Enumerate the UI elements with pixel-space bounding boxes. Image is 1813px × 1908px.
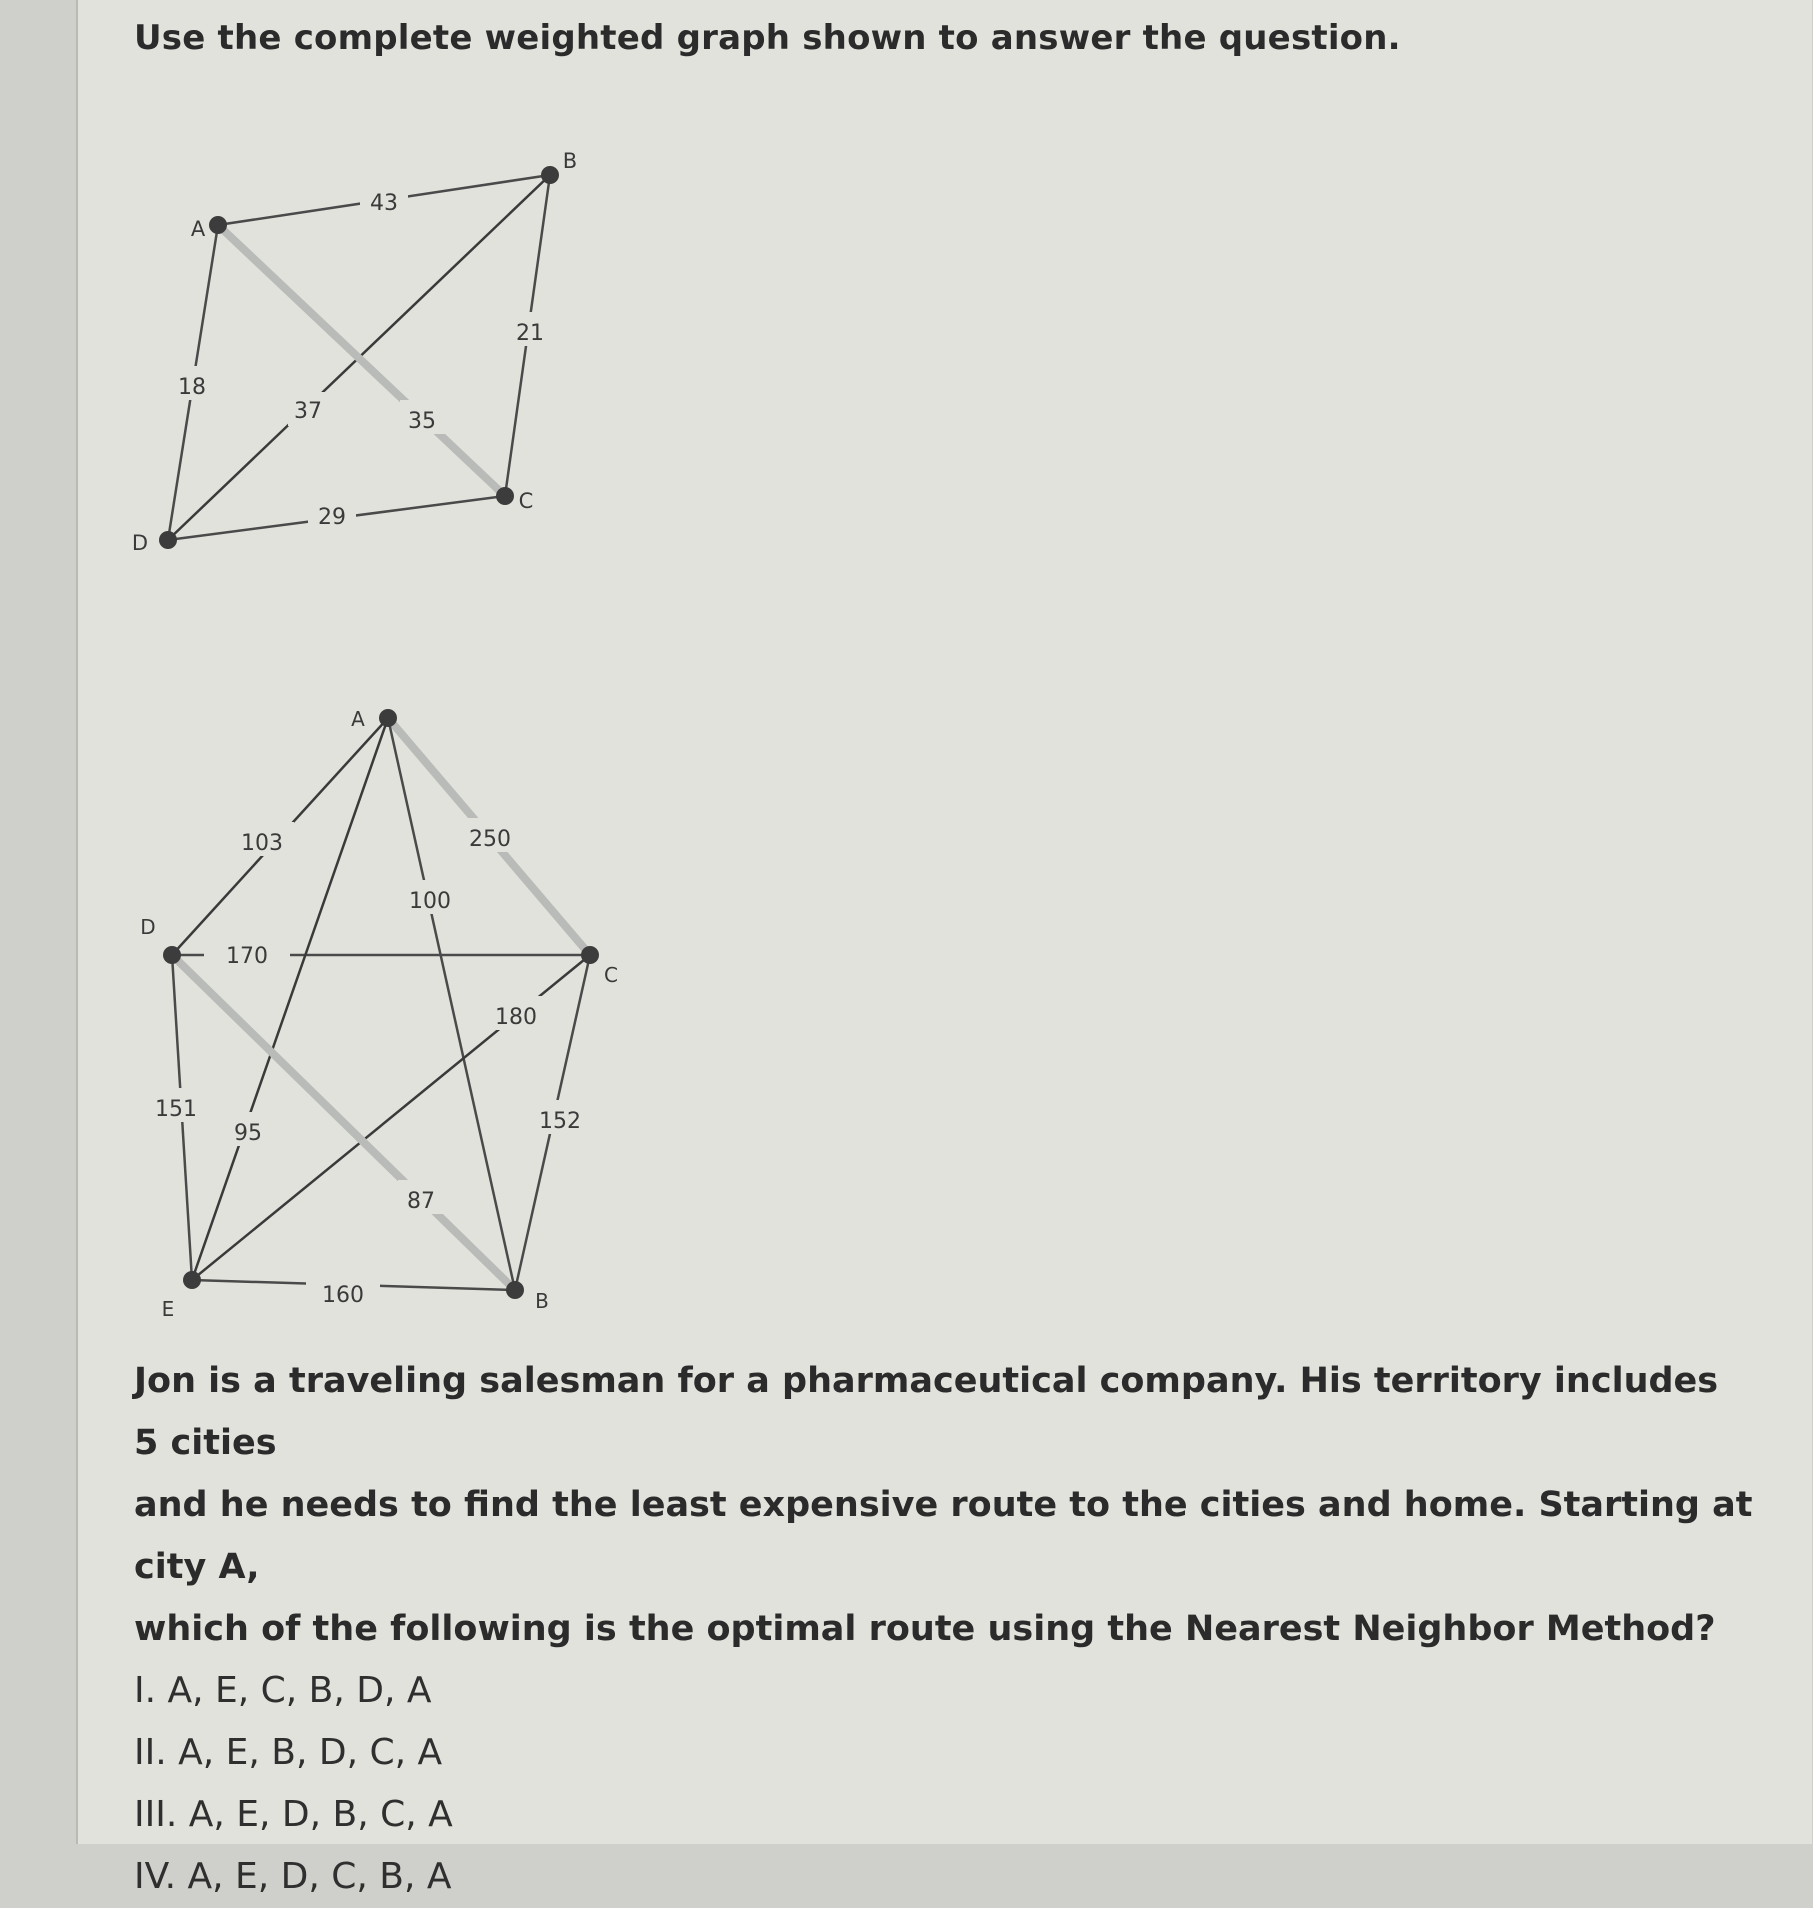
answer-option-4[interactable]: IV. A, E, D, C, B, A <box>134 1856 452 1897</box>
question-title: Use the complete weighted graph shown to answer the question. <box>134 18 1401 58</box>
weight-d-c: 170 <box>226 944 268 969</box>
weight-c-b: 152 <box>539 1109 581 1134</box>
vertex-label-e: E <box>161 1297 175 1321</box>
weight-e-b: 160 <box>322 1283 364 1308</box>
edge-d-b <box>172 955 515 1290</box>
vertex-label-d: D <box>140 915 156 939</box>
vertex-label-d: D <box>131 531 149 555</box>
weight-a-b: 100 <box>409 889 451 914</box>
weight-b-c: 21 <box>516 321 544 346</box>
weight-d-e: 151 <box>155 1097 197 1122</box>
question-body <box>134 1350 1754 1908</box>
weight-a-c: 35 <box>408 409 436 434</box>
vertex-label-b: B <box>535 1289 549 1313</box>
graph-2 <box>0 0 700 1340</box>
vertex-e <box>183 1271 201 1289</box>
vertex-label-a: A <box>351 707 365 731</box>
vertex-b <box>506 1281 524 1299</box>
answer-option-2[interactable]: II. A, E, B, D, C, A <box>134 1732 443 1773</box>
vertex-label-a: A <box>190 217 206 241</box>
question-line-1: Jon is a traveling salesman for a pharmaceutical company. His territory includes 5 cities <box>134 1361 1719 1463</box>
weight-a-e: 95 <box>234 1121 262 1146</box>
answer-option-3[interactable]: III. A, E, D, B, C, A <box>134 1794 453 1835</box>
vertex-a <box>379 709 397 727</box>
answer-option-1[interactable]: I. A, E, C, B, D, A <box>134 1670 432 1711</box>
vertex-label-c: C <box>604 963 618 987</box>
vertex-label-b: B <box>562 149 578 173</box>
weight-d-b: 87 <box>407 1189 435 1214</box>
weight-a-b: 43 <box>370 191 398 216</box>
weight-a-d: 103 <box>241 831 283 856</box>
weight-d-c: 29 <box>318 505 346 530</box>
weight-a-c: 250 <box>469 827 511 852</box>
vertex-c <box>581 946 599 964</box>
vertex-d <box>163 946 181 964</box>
weight-c-e: 180 <box>495 1005 537 1030</box>
weight-b-d: 37 <box>294 399 322 424</box>
question-line-2: and he needs to find the least expensive route to the cities and home. Starting at city A, <box>134 1485 1753 1587</box>
question-line-3: which of the following is the optimal route using the Nearest Neighbor Method? <box>134 1609 1716 1649</box>
vertex-label-c: C <box>518 489 534 513</box>
weight-a-d: 18 <box>178 375 206 400</box>
